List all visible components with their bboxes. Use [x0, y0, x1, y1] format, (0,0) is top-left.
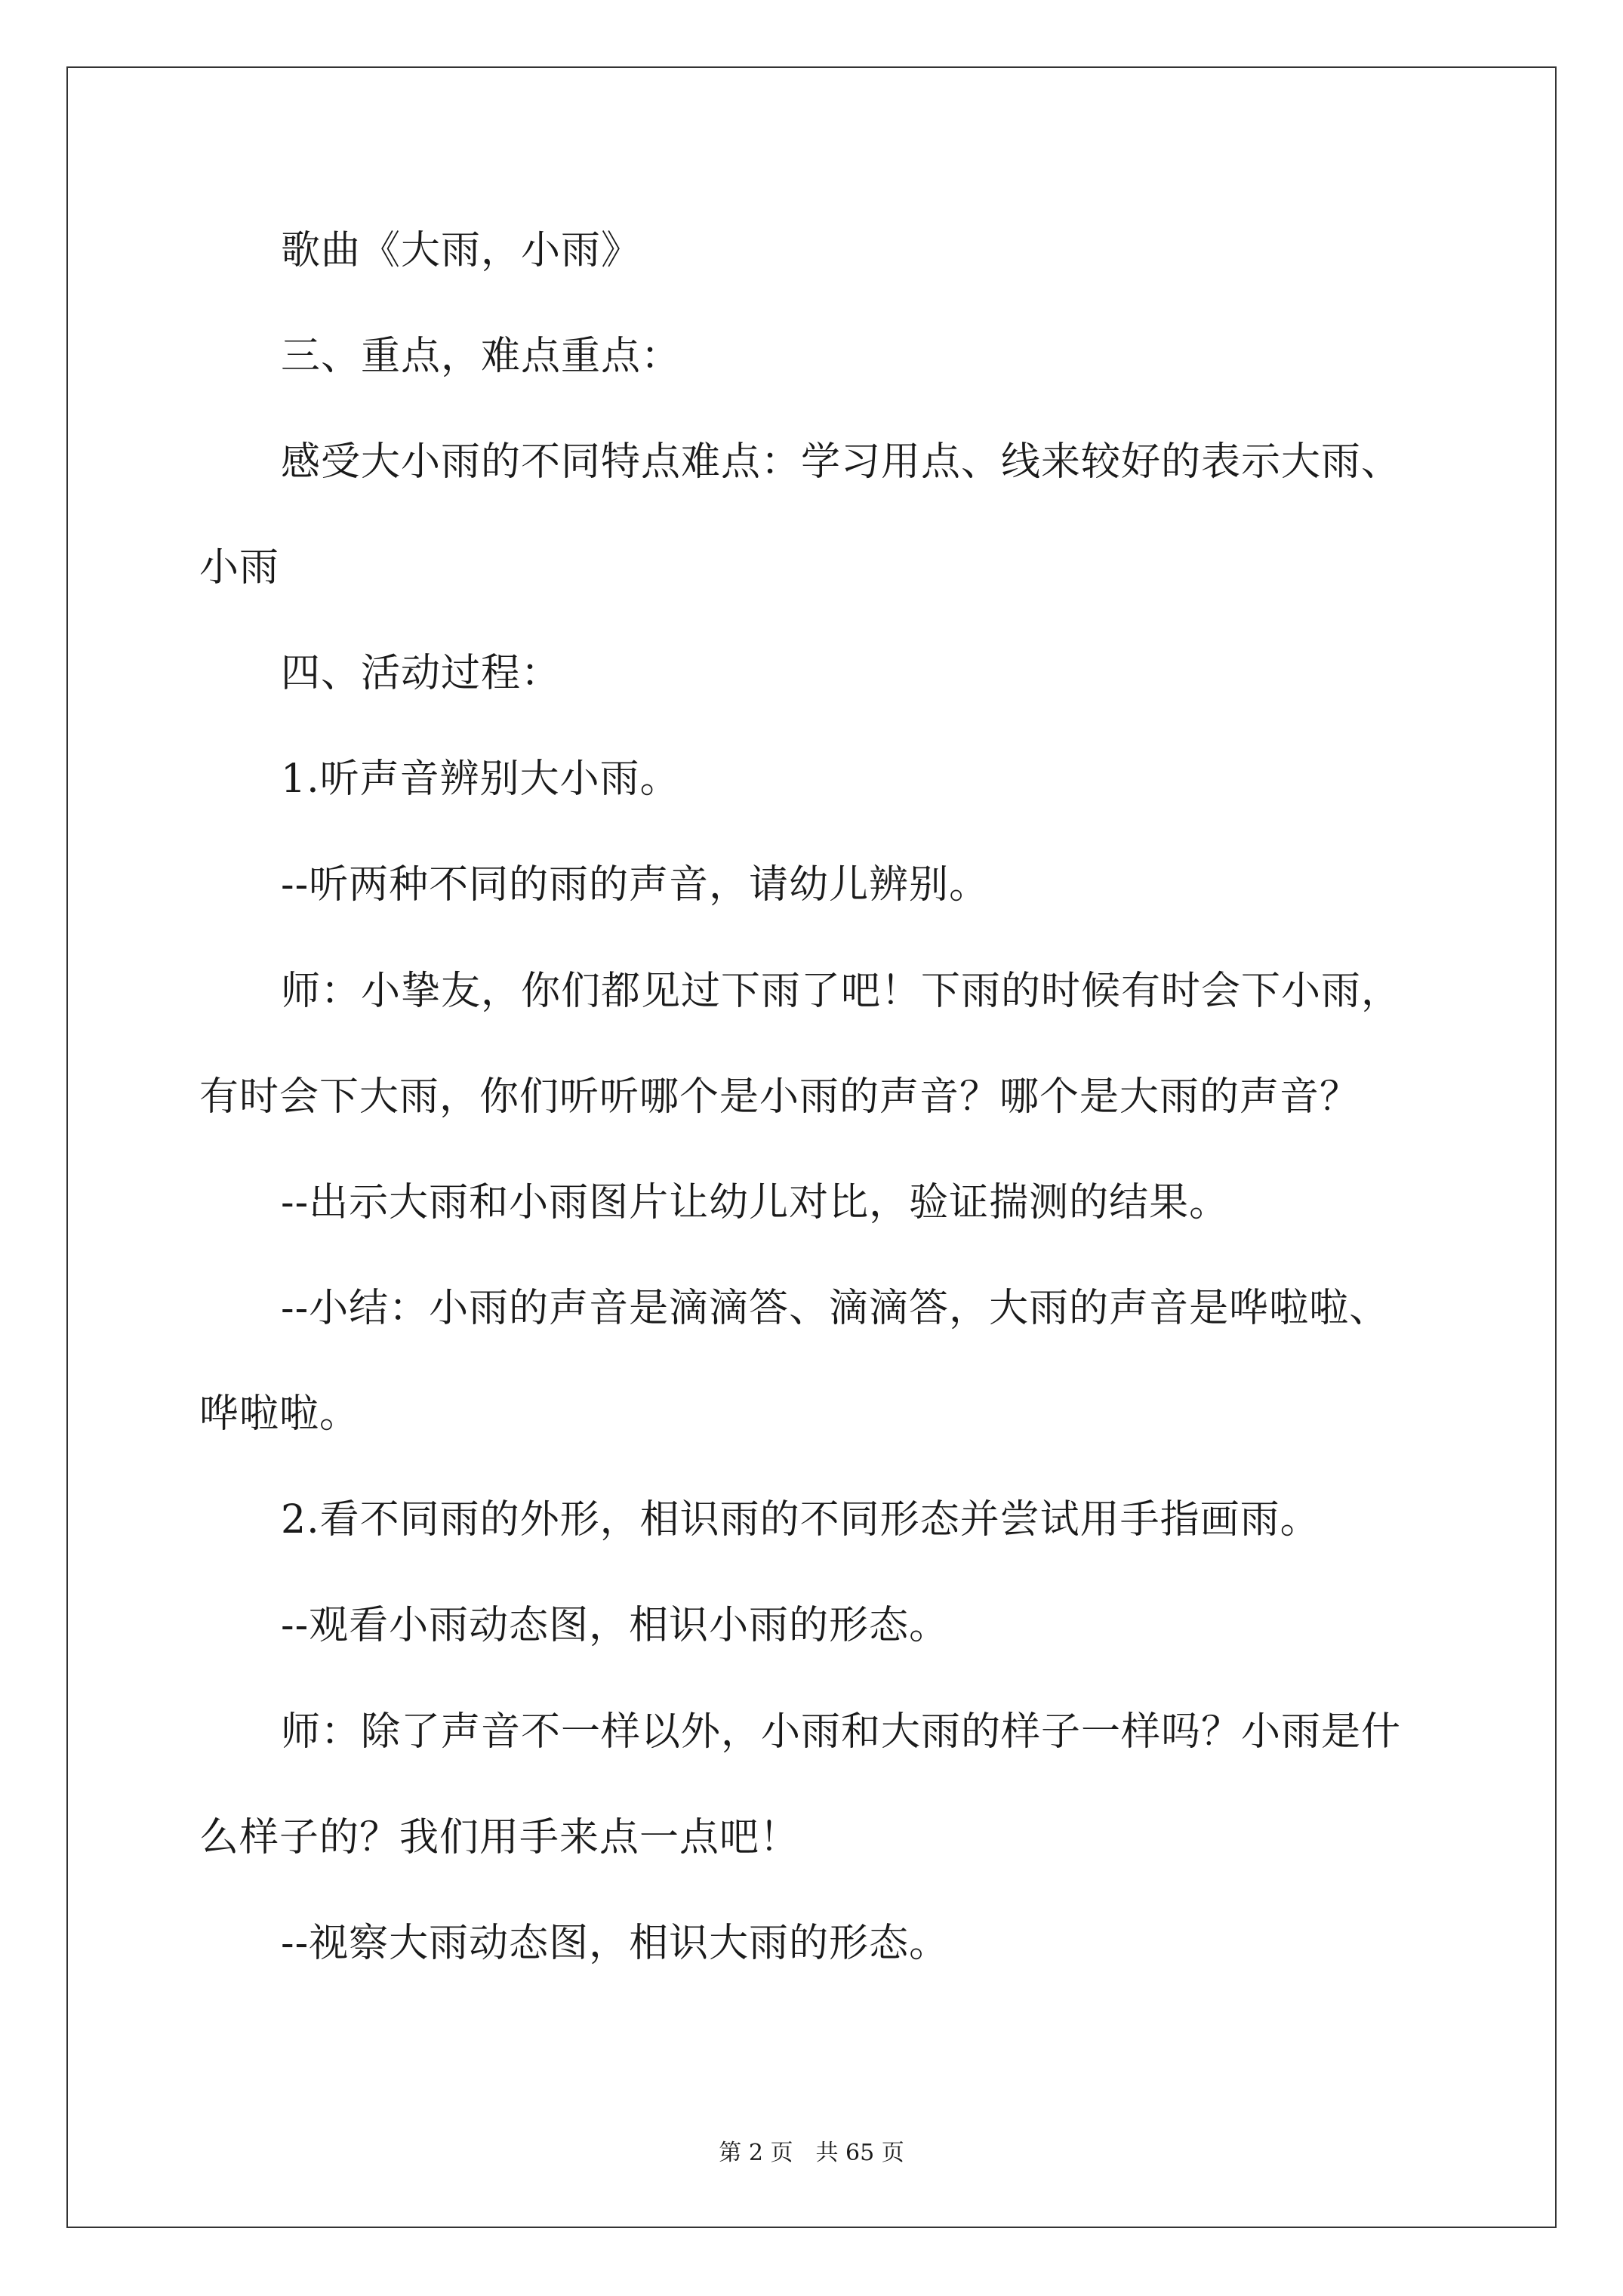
text-line: 师：除了声音不一样以外，小雨和大雨的样子一样吗？小雨是什 — [281, 1709, 1402, 1755]
text-line: 小雨 — [199, 545, 280, 590]
text-line: --观看小雨动态图，相识小雨的形态。 — [281, 1603, 950, 1648]
text-line: 有时会下大雨，你们听听哪个是小雨的声音？哪个是大雨的声音？ — [199, 1074, 1360, 1120]
section-heading: 三、重点，难点重点： — [281, 334, 682, 379]
text-line: 哗啦啦。 — [199, 1391, 360, 1437]
text-line: 么样子的？我们用手来点一点吧！ — [199, 1815, 800, 1860]
text-line: 师：小挚友，你们都见过下雨了吧！下雨的时候有时会下小雨， — [281, 969, 1402, 1014]
text-line: 歌曲《大雨，小雨》 — [281, 228, 642, 273]
section-heading: 四、活动过程： — [281, 651, 562, 696]
text-line: 感受大小雨的不同特点难点：学习用点、线来较好的表示大雨、 — [281, 439, 1402, 485]
page-border — [66, 66, 1557, 2228]
text-line: --视察大雨动态图，相识大雨的形态。 — [281, 1921, 950, 1966]
step-heading: 1.听声音辨别大小雨。 — [281, 757, 680, 802]
page-number: 第 2 页 共 65 页 — [719, 2140, 904, 2166]
step-heading: 2.看不同雨的外形，相识雨的不同形态并尝试用手指画雨。 — [281, 1497, 1320, 1542]
text-line: --出示大雨和小雨图片让幼儿对比，验证揣测的结果。 — [281, 1180, 1230, 1225]
text-line: --听两种不同的雨的声音，请幼儿辨别。 — [281, 862, 990, 908]
text-line: --小结：小雨的声音是滴滴答、滴滴答，大雨的声音是哗啦啦、 — [281, 1286, 1390, 1331]
